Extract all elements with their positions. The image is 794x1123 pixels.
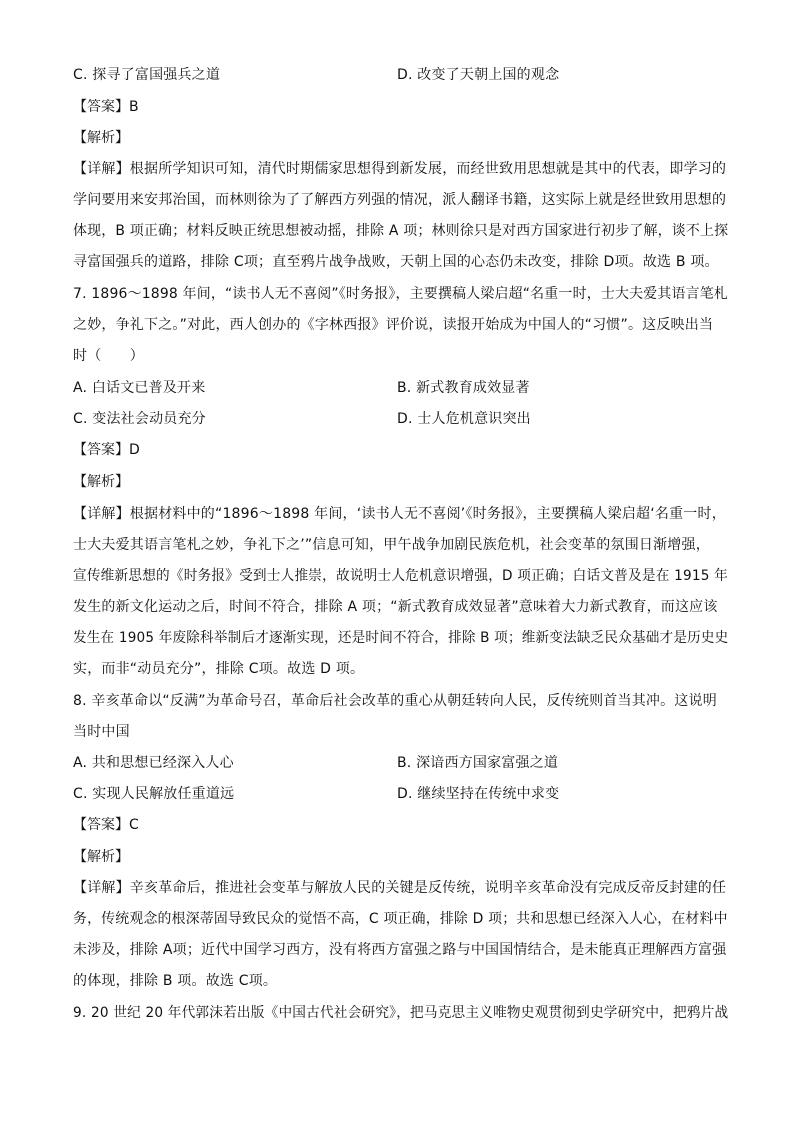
q7-option-d: D. 士人危机意识突出 — [397, 411, 531, 427]
q8-option-c: C. 实现人民解放任重道远 — [73, 786, 235, 802]
q7-analysis-label: 【解析】 — [73, 474, 129, 490]
q6-detail-line: 【详解】根据所学知识可知，清代时期儒家思想得到新发展，而经世致用思想就是其中的代表，即学习的 — [73, 161, 727, 177]
q7-option-c: C. 变法社会动员充分 — [73, 411, 206, 427]
q7-answer: 【答案】D — [73, 442, 140, 458]
q8-stem-line: 8. 辛亥革命以“反满”为革命号召，革命后社会改革的重心从朝廷转向人民，反传统则首当其冲。这说明 — [73, 693, 717, 709]
q8-detail-line: 【详解】辛亥革命后，推进社会变革与解放人民的关键是反传统，说明辛亥革命没有完成反帝反封建的任 — [73, 880, 727, 896]
q8-detail-line: 未涉及，排除 A项；近代中国学习西方，没有将西方富强之路与中国国情结合，是未能真正理解西方富强 — [73, 942, 727, 958]
q7-detail-line: 发生在 1905 年废除科举制后才逐渐实现，还是时间不符合，排除 B 项；维新变法缺乏民众基础才是历史史 — [73, 630, 729, 646]
q6-option-c: C. 探寻了富国强兵之道 — [73, 67, 221, 83]
q8-detail-line: 的体现，排除 B 项。故选 C项。 — [73, 973, 278, 989]
q6-detail-line: 寻富国强兵的道路，排除 C项；直至鸦片战争战败，天朝上国的心态仍未改变，排除 D项。故选 B 项。 — [73, 254, 719, 270]
q6-detail-line: 学问要用来安邦治国，而林则徐为了了解西方列强的情况，派人翻译书籍，这实际上就是经世致用思想的 — [73, 192, 727, 208]
q8-option-b: B. 深谙西方国家富强之道 — [397, 755, 559, 771]
q7-detail-line: 士大夫爱其语言笔札之妙，争礼下之’”信息可知，甲午战争加剧民族危机，社会变革的氛围日渐增强， — [73, 537, 710, 553]
q7-detail-line: 发生的新文化运动之后，时间不符合，排除 A 项；“新式教育成效显著”意味着大力新式教育，而这应该 — [73, 599, 718, 615]
q6-answer: 【答案】B — [73, 99, 139, 115]
q6-analysis-label: 【解析】 — [73, 130, 129, 146]
q7-stem-line: 时（ ） — [73, 348, 144, 364]
q8-option-a: A. 共和思想已经深入人心 — [73, 755, 234, 771]
q6-option-d: D. 改变了天朝上国的观念 — [397, 67, 560, 83]
q8-option-d: D. 继续坚持在传统中求变 — [397, 786, 560, 802]
q8-stem-line: 当时中国 — [73, 724, 130, 740]
q8-answer: 【答案】C — [73, 817, 139, 833]
q7-stem-line: 7. 1896～1898 年间，“读书人无不喜阅”《时务报》，主要撰稿人梁启超“名重一时，士大夫爱其语言笔札 — [73, 286, 729, 302]
q7-detail-line: 宣传维新思想的《时务报》受到士人推崇，故说明士人危机意识增强，D 项正确；白话文普及是在 1915 年 — [73, 568, 728, 584]
q8-analysis-label: 【解析】 — [73, 849, 129, 865]
q8-detail-line: 务，传统观念的根深蒂固导致民众的觉悟不高，C 项正确，排除 D 项；共和思想已经深入人心，在材料中 — [73, 911, 728, 927]
q9-stem-line: 9. 20 世纪 20 年代郭沫若出版《中国古代社会研究》，把马克思主义唯物史观贯彻到史学研究中，把鸦片战 — [73, 1005, 729, 1021]
q7-stem-line: 之妙，争礼下之。”对此，西人创办的《字林西报》评价说，读报开始成为中国人的“习惯”。这反映出当 — [73, 317, 714, 333]
q7-option-b: B. 新式教育成效显著 — [397, 380, 530, 396]
q7-detail-line: 实，而非“动员充分”，排除 C项。故选 D 项。 — [73, 661, 365, 677]
q7-detail-line: 【详解】根据材料中的“1896～1898 年间，‘读书人无不喜阅’《时务报》，主要撰稿人梁启超‘名重一时， — [73, 506, 726, 522]
q6-detail-line: 体现，B 项正确；材料反映正统思想被动摇，排除 A 项；林则徐只是对西方国家进行初步了解，谈不上探 — [73, 223, 729, 239]
q7-option-a: A. 白话文已普及开来 — [73, 380, 206, 396]
